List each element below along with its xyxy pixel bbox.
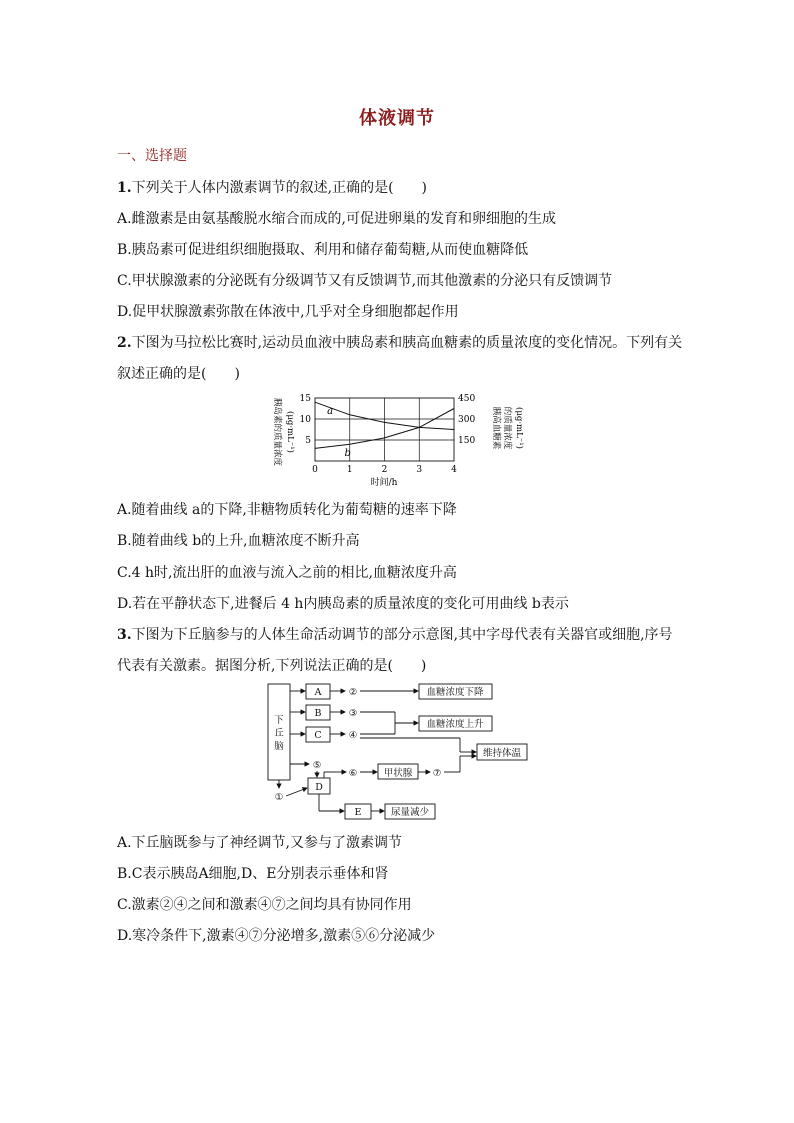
q1-number: 1. [117,180,132,196]
right-axis-unit: (μg·mL⁻¹) [514,407,524,449]
hormone-chart [258,388,538,488]
q3-option-c: C.激素②④之间和激素④⑦之间均具有协同作用 [117,897,412,913]
hormone-5: ⑤ [312,760,322,771]
x-axis-label: 时间/h [370,478,398,488]
chart-plot-area [300,394,476,475]
right-axis-title-2: 的质量浓度 [502,406,512,450]
hypothalamus-label-3: 脑 [274,741,284,752]
q2-stem-line1 [117,332,682,352]
q2-stem-text1: 下图为马拉松比赛时,运动员血液中胰岛素和胰高血糖素的质量浓度的变化情况。下列有关 [131,335,683,351]
y-right-tick-label: 450 [458,394,476,404]
x-tick-label: 0 [312,465,318,475]
box-b-label: B [314,708,322,719]
x-tick-label: 1 [346,465,353,475]
q2-option-a: A.随着曲线 a的下降,非糖物质转化为葡萄糖的速率下降 [117,502,457,518]
q3-stem-line2: 代表有关激素。据图分析,下列说法正确的是( ) [117,658,427,674]
right-axis-label [491,407,525,450]
right-axis-title-1: 胰高血糖素 [491,406,501,450]
q1-stem-text: 下列关于人体内激素调节的叙述,正确的是( ) [131,180,427,196]
x-tick-label: 2 [381,465,388,475]
q2-number: 2. [117,335,132,351]
box-a-label: A [314,687,322,698]
x-tick-label: 3 [416,465,423,475]
q1-option-d: D.促甲状腺激素弥散在体液中,几乎对全身细胞都起作用 [117,304,459,320]
y-left-tick-label: 10 [299,415,311,425]
q1-stem [117,177,427,197]
box-c-label: C [314,730,322,741]
q2-option-d: D.若在平静状态下,进餐后 4 h内胰岛素的质量浓度的变化可用曲线 b表示 [117,596,569,612]
body-temp-label: 维持体温 [482,748,522,759]
q3-option-a: A.下丘脑既参与了神经调节,又参与了激素调节 [117,835,403,851]
hormone-1: ① [274,792,284,803]
y-right-tick-label: 300 [458,415,476,425]
q3-option-d: D.寒冷条件下,激素④⑦分泌增多,激素⑤⑥分泌减少 [117,928,436,944]
box-e-label: E [354,807,362,818]
series-label-a: a [327,406,334,418]
left-axis-label [272,398,296,467]
hypothalamus-label-1: 下 [274,715,284,726]
hormone-2: ② [348,687,358,698]
q2-option-b: B.随着曲线 b的上升,血糖浓度不断升高 [117,533,360,549]
q1-option-c: C.甲状腺激素的分泌既有分级调节又有反馈调节,而其他激素的分泌只有反馈调节 [117,273,613,289]
left-axis-unit: (μg·mL⁻¹) [285,411,295,453]
thyroid-label: 甲状腺 [383,768,413,779]
section-heading: 一、选择题 [117,148,187,164]
left-axis-title: 胰岛素的质量浓度 [272,397,282,467]
hypothalamus-label-2: 丘 [274,728,284,739]
q1-option-a: A.雌激素是由氨基酸脱水缩合而成的,可促进卵巢的发育和卵细胞的生成 [117,211,557,227]
sugar-down-label: 血糖浓度下降 [426,687,484,698]
q3-number: 3. [117,627,132,643]
hormone-7: ⑦ [432,768,442,779]
sugar-up-label: 血糖浓度上升 [426,719,484,730]
y-right-tick-label: 150 [458,436,476,446]
q2-stem-line2: 叙述正确的是( ) [117,366,240,382]
x-tick-label: 4 [451,465,457,475]
q2-option-c: C.4 h时,流出肝的血液与流入之前的相比,血糖浓度升高 [117,565,457,581]
box-d-label: D [315,782,323,793]
y-left-tick-label: 15 [299,394,311,404]
regulation-diagram [262,680,532,825]
hormone-3: ③ [348,708,358,719]
urine-label: 尿量减少 [390,807,430,818]
q3-stem-text1: 下图为下丘脑参与的人体生命活动调节的部分示意图,其中字母代表有关器官或细胞,序号 [131,627,673,643]
series-label-b: b [344,448,351,460]
q3-option-b: B.C表示胰岛A细胞,D、E分别表示垂体和肾 [117,866,389,882]
q3-stem-line1 [117,624,673,644]
hormone-4: ④ [348,730,358,741]
q1-option-b: B.胰岛素可促进组织细胞摄取、利用和储存葡萄糖,从而使血糖降低 [117,242,529,258]
y-left-tick-label: 5 [305,436,311,446]
hormone-6: ⑥ [348,768,358,779]
page-title: 体液调节 [359,108,435,129]
